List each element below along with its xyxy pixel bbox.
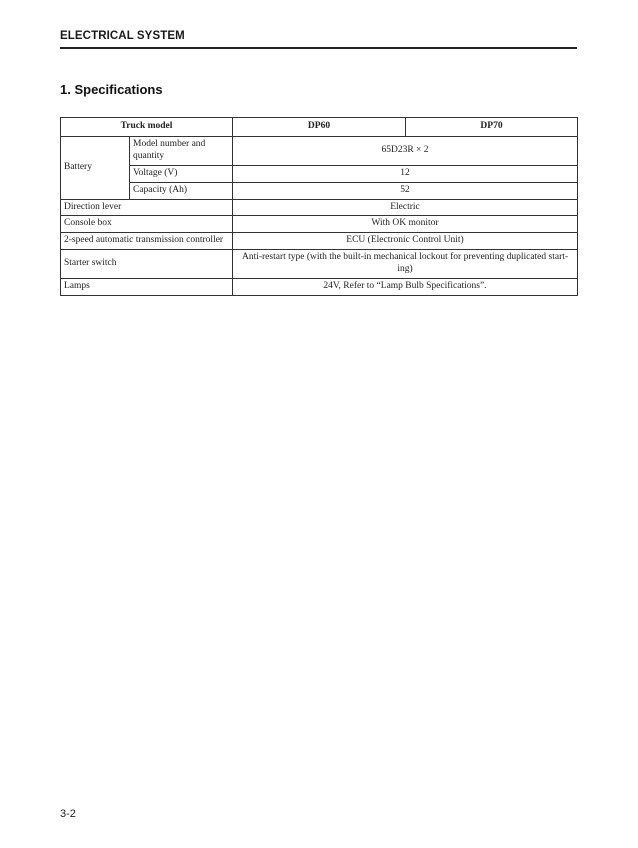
section-title: 1. Specifications bbox=[60, 82, 163, 97]
dp70-header: DP70 bbox=[406, 118, 578, 137]
console-box-value: With OK monitor bbox=[233, 216, 578, 233]
battery-capacity-label: Capacity (Ah) bbox=[130, 182, 233, 199]
direction-lever-value: Electric bbox=[233, 199, 578, 216]
battery-model-label: Model number and quantity bbox=[130, 137, 233, 166]
transmission-controller-value: ECU (Electronic Control Unit) bbox=[233, 233, 578, 250]
running-header: ELECTRICAL SYSTEM bbox=[60, 30, 185, 42]
table-row bbox=[61, 182, 578, 199]
table-row bbox=[61, 216, 578, 233]
battery-voltage-label: Voltage (V) bbox=[130, 165, 233, 182]
table-row bbox=[61, 199, 578, 216]
table-row bbox=[61, 137, 578, 166]
starter-switch-value: Anti-restart type (with the built-in mechanical lockout for preventing duplicated start-ing) bbox=[233, 250, 578, 279]
header-rule bbox=[60, 47, 577, 49]
dp60-header: DP60 bbox=[233, 118, 406, 137]
direction-lever-label: Direction lever bbox=[61, 199, 233, 216]
console-box-label: Console box bbox=[61, 216, 233, 233]
battery-capacity-value: 52 bbox=[233, 182, 578, 199]
table-row bbox=[61, 278, 578, 295]
lamps-value: 24V, Refer to “Lamp Bulb Specifications”. bbox=[233, 278, 578, 295]
battery-model-value: 65D23R × 2 bbox=[233, 137, 578, 166]
starter-switch-label: Starter switch bbox=[61, 250, 233, 279]
transmission-controller-label: 2-speed automatic transmission controller bbox=[61, 233, 233, 250]
battery-label: Battery bbox=[61, 137, 130, 200]
specifications-table bbox=[60, 117, 578, 296]
battery-voltage-value: 12 bbox=[233, 165, 578, 182]
truck-model-header: Truck model bbox=[61, 118, 233, 137]
table-row bbox=[61, 165, 578, 182]
table-row bbox=[61, 250, 578, 279]
page-number: 3-2 bbox=[60, 808, 76, 820]
table-row bbox=[61, 233, 578, 250]
lamps-label: Lamps bbox=[61, 278, 233, 295]
table-header-row bbox=[61, 118, 578, 137]
